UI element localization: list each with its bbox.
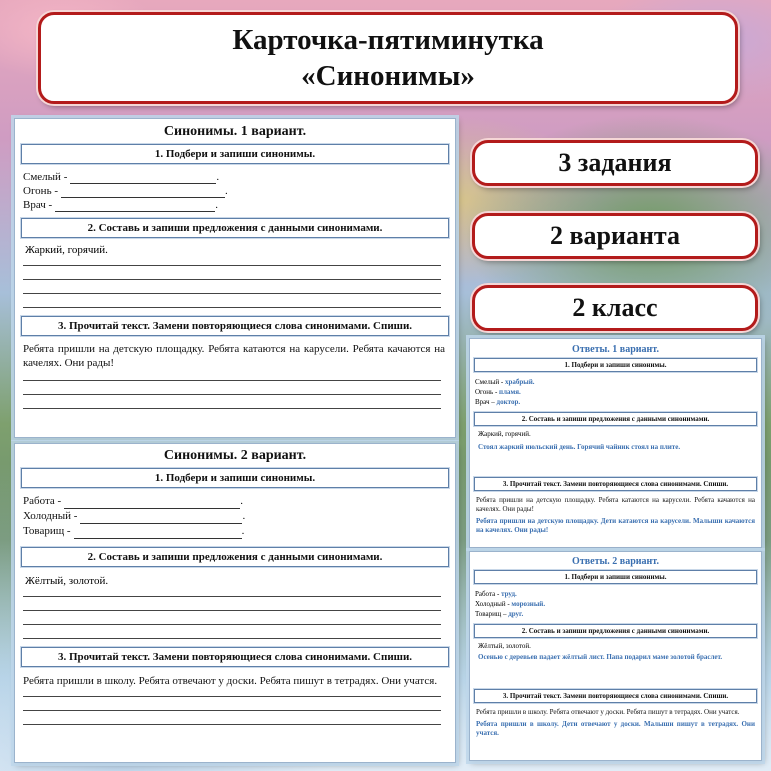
badge-tasks: 3 задания	[472, 140, 758, 186]
variant1-word-list	[23, 170, 455, 212]
writing-line	[23, 381, 441, 395]
variant1-task2-words: Жаркий, горячий.	[25, 244, 108, 256]
list-item: Холодный - .	[23, 510, 246, 522]
answers2-task3-header: 3. Прочитай текст. Замени повторяющиеся слова синонимами. Спиши.	[474, 689, 757, 703]
answers2-task3-answer: Ребята пришли в школу. Дети отвечают у доски. Малыши пишут в тетрадях. Они учатся.	[476, 720, 755, 737]
writing-line	[23, 587, 441, 597]
writing-line	[23, 697, 441, 711]
word-label: Товарищ –	[475, 610, 509, 618]
writing-line	[23, 625, 441, 639]
list-item	[475, 589, 761, 599]
word-label: Огонь -	[23, 185, 58, 197]
answer-blank	[61, 197, 225, 198]
variant1-task3-lines	[23, 370, 441, 409]
writing-line	[23, 266, 441, 280]
answers2-task2-words: Жёлтый, золотой.	[478, 642, 531, 650]
list-item	[475, 387, 761, 397]
list-item: Товарищ - .	[23, 525, 245, 537]
word-label: Смелый -	[475, 378, 505, 386]
word-label: Смелый -	[23, 171, 68, 183]
answer-blank	[70, 183, 216, 184]
answers2-task2-header: 2. Составь и запиши предложения с данными синонимами.	[474, 624, 757, 638]
writing-line	[23, 597, 441, 611]
answer-blank	[55, 211, 215, 212]
answers2-pairs	[475, 589, 761, 619]
list-item: Врач - .	[23, 199, 218, 211]
badge-variants: 2 варианта	[472, 213, 758, 259]
answer-text: морозный.	[511, 600, 546, 608]
variant1-task3-header: 3. Прочитай текст. Замени повторяющиеся слова синонимами. Спиши.	[21, 316, 449, 336]
answers2-task2-answer: Осенью с деревьев падает жёлтый лист. Папа подарил маме золотой браслет.	[478, 653, 723, 661]
word-label: Работа -	[475, 590, 502, 598]
answer-text: труд.	[501, 590, 517, 598]
variant1-task2-header: 2. Составь и запиши предложения с данными синонимами.	[21, 218, 449, 238]
word-label: Товарищ -	[23, 525, 71, 537]
badge-grade: 2 класс	[472, 285, 758, 331]
writing-line	[23, 256, 441, 266]
variant1-task1-header: 1. Подбери и запиши синонимы.	[21, 144, 449, 164]
list-item: Смелый - .	[23, 171, 220, 183]
word-label: Врач -	[23, 199, 53, 211]
answers1-task3-header: 3. Прочитай текст. Замени повторяющиеся слова синонимами. Спиши.	[474, 477, 757, 491]
list-item	[475, 397, 761, 407]
answers1-card	[469, 338, 762, 548]
writing-line	[23, 611, 441, 625]
writing-line	[23, 711, 441, 725]
answers1-task3-answer: Ребята пришли на детскую площадку. Дети катаются на карусели. Малыши качаются на качелях. Они рады!	[476, 517, 755, 534]
variant2-task3-header: 3. Прочитай текст. Замени повторяющиеся слова синонимами. Спиши.	[21, 647, 449, 667]
variant2-task2-words: Жёлтый, золотой.	[25, 575, 109, 587]
list-item	[475, 377, 761, 387]
answer-blank	[74, 538, 242, 539]
answers2-title: Ответы. 2 вариант.	[572, 556, 659, 567]
writing-line	[23, 370, 441, 381]
writing-line	[23, 280, 441, 294]
word-label: Врач –	[475, 398, 497, 406]
page-title: Карточка-пятиминутка	[232, 24, 544, 56]
answers1-title: Ответы. 1 вариант.	[572, 344, 659, 355]
answers2-card	[469, 551, 762, 761]
answer-text: пламя.	[499, 388, 521, 396]
title-banner	[38, 12, 738, 104]
answers1-task2-answer: Стоял жаркий июльский день. Горячий чайник стоял на плите.	[478, 443, 681, 451]
page-subtitle: «Синонимы»	[301, 60, 475, 92]
list-item: Работа - .	[23, 495, 243, 507]
answer-text: друг.	[508, 610, 524, 618]
list-item	[475, 609, 761, 619]
answers2-task1-header: 1. Подбери и запиши синонимы.	[474, 570, 757, 584]
variant1-title: Синонимы. 1 вариант.	[163, 124, 307, 139]
answer-text: храбрый.	[504, 378, 535, 386]
list-item	[475, 599, 761, 609]
answers2-task3-text: Ребята пришли в школу. Ребята отвечают у доски. Ребята пишут в тетрадях. Они учатся.	[476, 708, 740, 716]
variant2-task2-header: 2. Составь и запиши предложения с данными синонимами.	[21, 547, 449, 567]
word-label: Огонь -	[475, 388, 500, 396]
variant2-task3-lines	[23, 688, 441, 725]
answers1-pairs	[475, 377, 761, 407]
variant2-task3-text: Ребята пришли в школу. Ребята отвечают у доски. Ребята пишут в тетрадях. Они учатся.	[23, 675, 438, 687]
variant1-card	[14, 118, 456, 438]
word-label: Холодный -	[23, 510, 78, 522]
answers1-task2-header: 2. Составь и запиши предложения с данными синонимами.	[474, 412, 757, 426]
writing-line	[23, 294, 441, 308]
answers1-task1-header: 1. Подбери и запиши синонимы.	[474, 358, 757, 372]
answer-text: доктор.	[496, 398, 521, 406]
variant1-task3-text: Ребята пришли на детскую площадку. Ребята катаются на карусели. Ребята качаются на качелях. Они рады!	[23, 343, 445, 369]
writing-line	[23, 688, 441, 697]
list-item: Огонь - .	[23, 185, 228, 197]
variant1-task2-lines	[23, 256, 441, 308]
answer-blank	[80, 523, 242, 524]
answer-blank	[64, 508, 240, 509]
answers1-task2-words: Жаркий, горячий.	[478, 430, 531, 438]
variant2-title: Синонимы. 2 вариант.	[163, 448, 307, 463]
variant2-task2-lines	[23, 587, 441, 639]
variant2-task1-header: 1. Подбери и запиши синонимы.	[21, 468, 449, 488]
word-label: Холодный -	[475, 600, 512, 608]
word-label: Работа -	[23, 495, 62, 507]
writing-line	[23, 395, 441, 409]
variant2-card	[14, 443, 456, 763]
answers1-task3-text: Ребята пришли на детскую площадку. Ребята катаются на карусели. Ребята качаются на качелях. Они рады!	[476, 496, 755, 513]
variant2-word-list	[23, 494, 455, 539]
